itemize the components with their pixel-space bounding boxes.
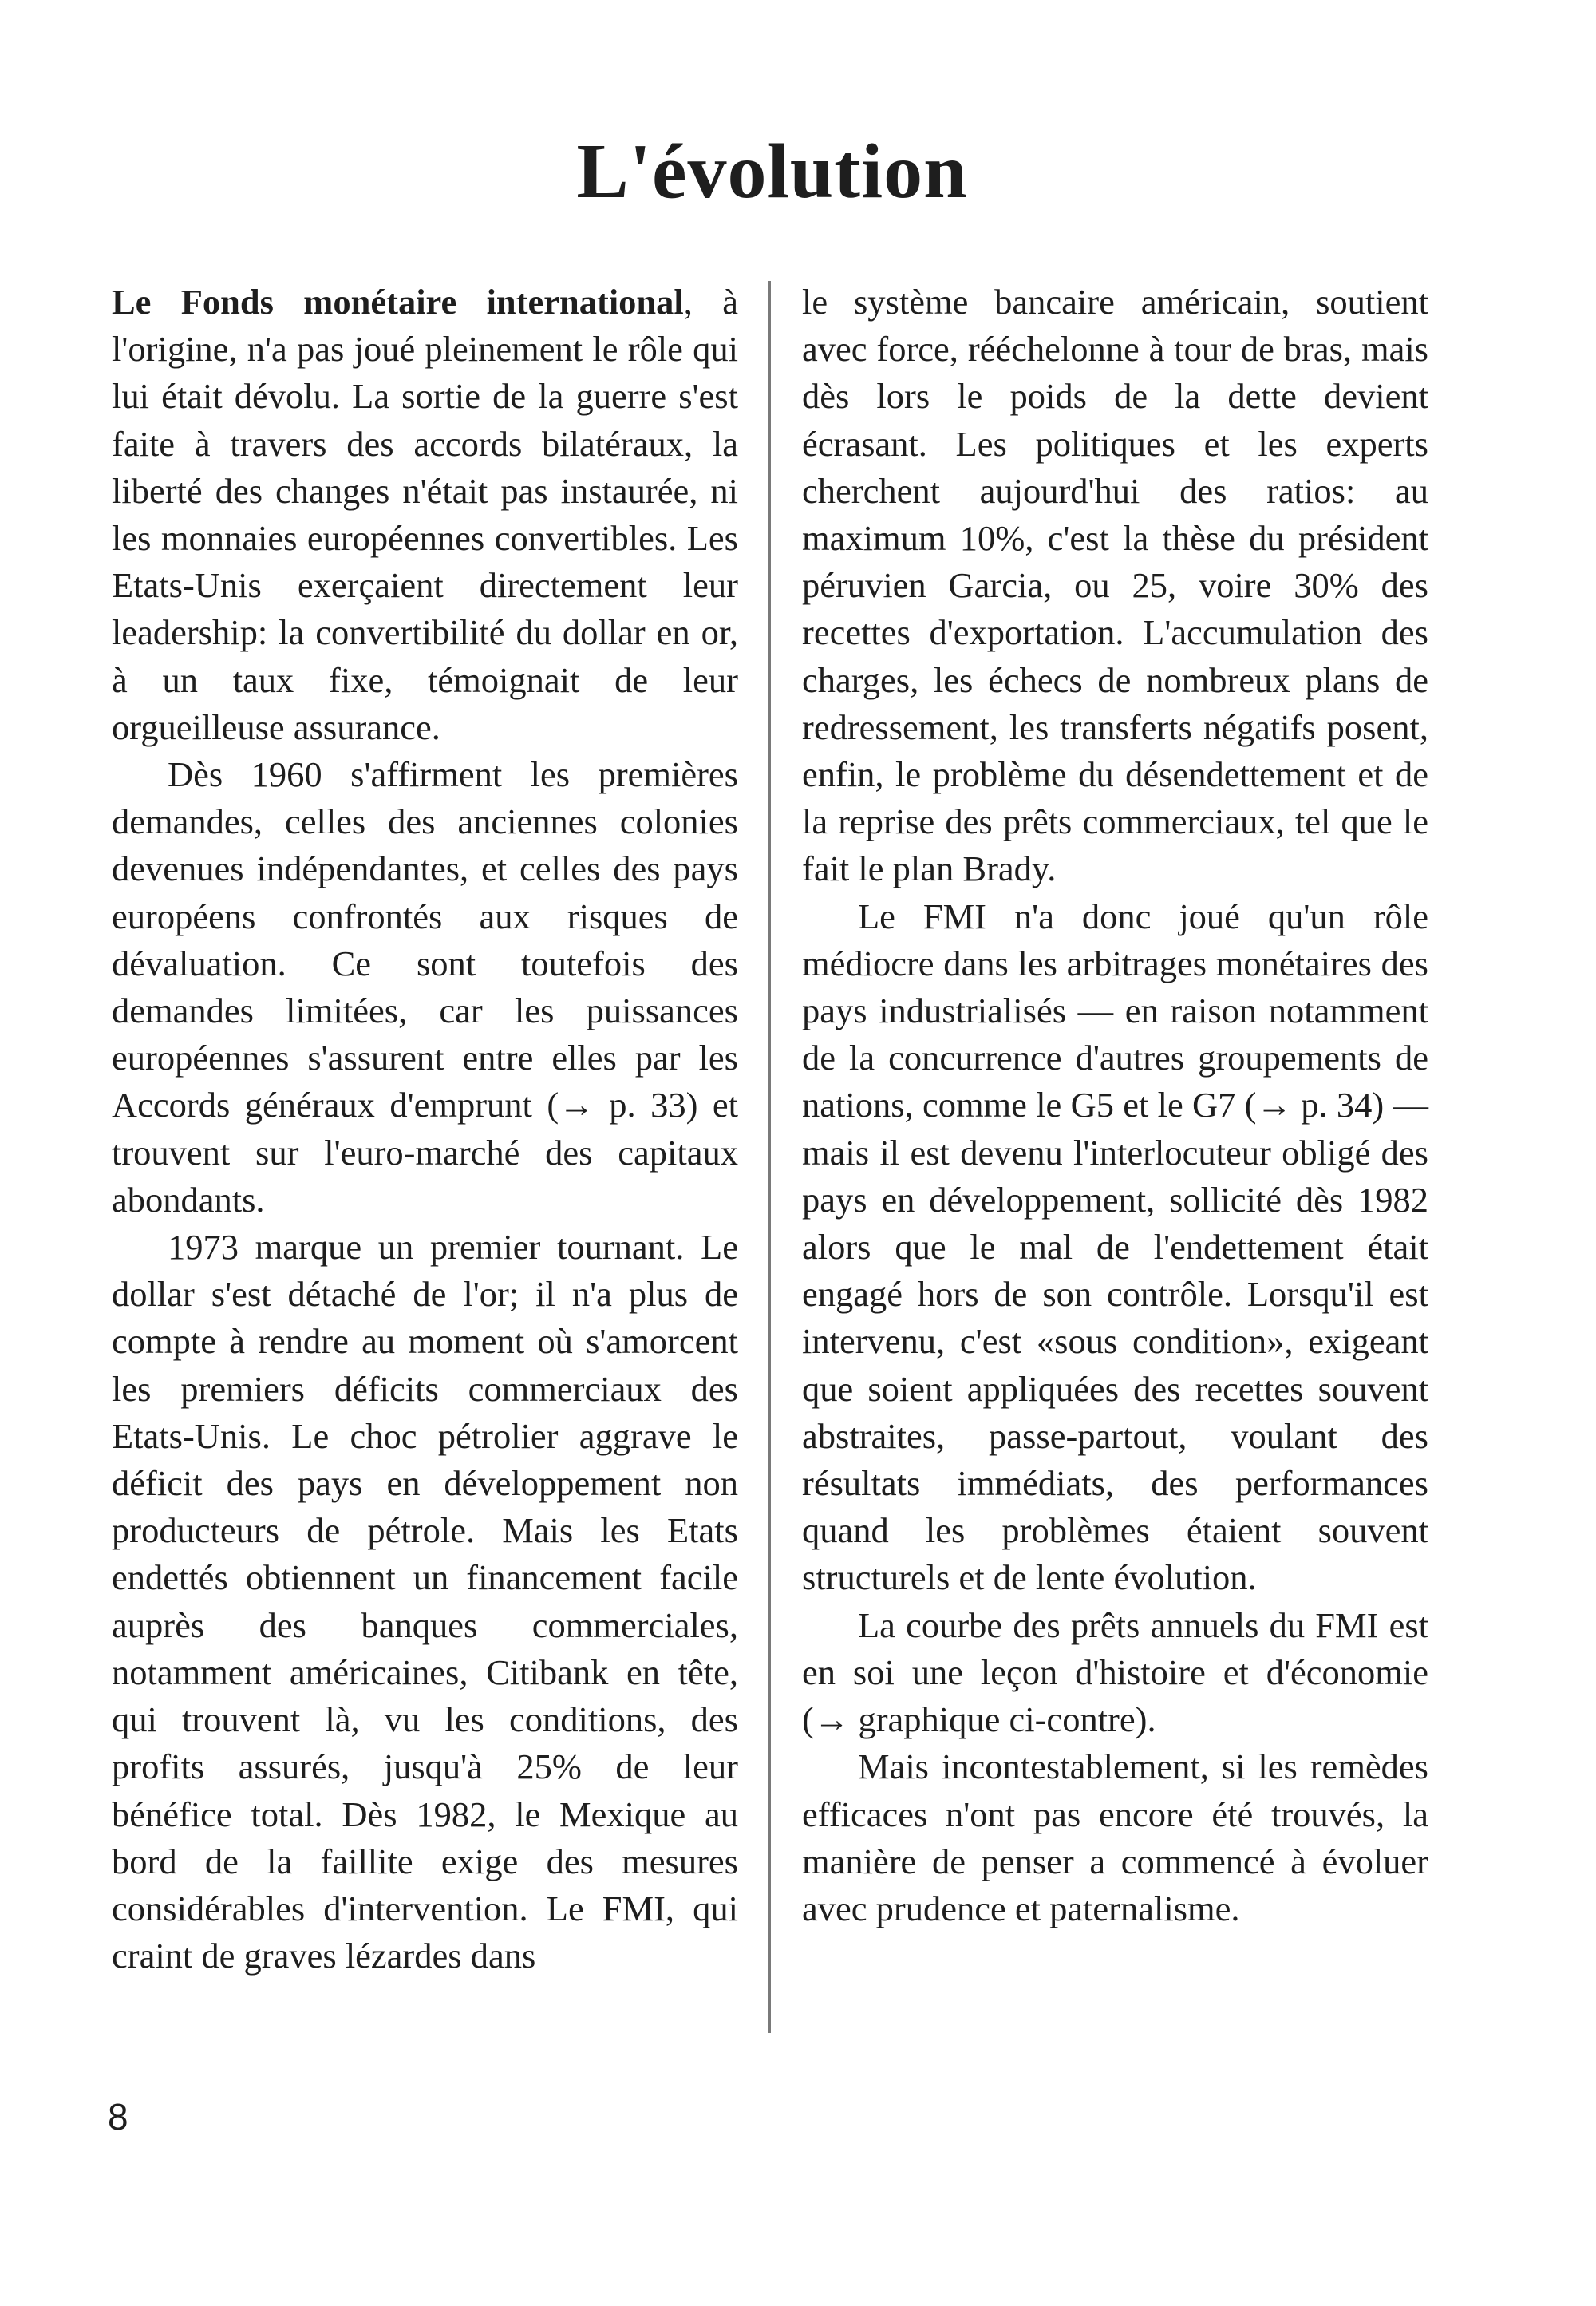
column-divider — [768, 281, 771, 2033]
right-column — [802, 279, 1428, 1932]
right-paragraph-1: le système bancaire américain, soutient avec force, rééchelonne à tour de bras, mais dès lors le poids de la dette devient écrasant. Les politiques et les experts cherchent aujourd'hui des ratios: au maximum 10%, c'est la thèse du président péruvien Garcia, ou 25, voire 30% des recettes d'exportation. L'accumulation des charges, les échecs de nombreux plans de redressement, les transferts négatifs posent, enfin, le problème du désendettement et de la reprise des prêts commerciaux, tel que le fait le plan Brady. — [802, 282, 1428, 889]
left-paragraph-1-text: , à l'origine, n'a pas joué pleinement le rôle qui lui était dévolu. La sortie de la guerre s'est faite à travers des accords bilatéraux, la liberté des changes n'était pas instaurée, ni les monnaies européennes convertibles. Les Etats-Unis exerçaient directement leur leadership: la convertibilité du dollar en or, à un taux fixe, témoignait de leur orgueilleuse assurance. — [112, 282, 738, 747]
left-column — [112, 279, 738, 1980]
left-paragraph-1 — [112, 279, 738, 751]
left-paragraph-2: Dès 1960 s'affirment les premières demandes, celles des anciennes colonies devenues indépendantes, et celles des pays européens confrontés aux risques de dévaluation. Ce sont toutefois des demandes limitées, car les puissances européennes s'assurent entre elles par les Accords généraux d'emprunt (→ p. 33) et trouvent sur l'euro-marché des capitaux abondants. — [112, 754, 738, 1220]
page-title: L'évolution — [576, 129, 968, 215]
right-paragraph-2: Le FMI n'a donc joué qu'un rôle médiocre dans les arbitrages monétaires des pays industrialisés — en raison notamment de la concurrence d'autres groupements de nations, comme le G5 et le G7 (→ p. 34) — mais il est devenu l'interlocuteur obligé des pays en développement, sollicité dès 1982 alors que le mal de l'endettement était engagé hors de son contrôle. Lorsqu'il est intervenu, c'est «sous condition», exigeant que soient appliquées des recettes souvent abstraites, passe-partout, voulant des résultats immédiats, des performances quand les problèmes étaient souvent structurels et de lente évolution. — [802, 896, 1428, 1598]
right-paragraph-3: La courbe des prêts annuels du FMI est en soi une leçon d'histoire et d'économie (→ graphique ci-contre). — [802, 1604, 1428, 1740]
lead-bold-phrase: Le Fonds monétaire international — [112, 282, 684, 322]
right-paragraph-4: Mais incontestablement, si les remèdes efficaces n'ont pas encore été trouvés, la manière de penser a commencé à évoluer avec prudence et paternalisme. — [802, 1746, 1428, 1928]
page-number: 8 — [108, 2096, 128, 2138]
left-paragraph-3: 1973 marque un premier tournant. Le dollar s'est détaché de l'or; il n'a plus de compte à rendre au moment où s'amorcent les premiers déficits commerciaux des Etats-Unis. Le choc pétrolier aggrave le déficit des pays en développement non producteurs de pétrole. Mais les Etats endettés obtiennent un financement facile auprès des banques commerciales, notamment américaines, Citibank en tête, qui trouvent là, vu les conditions, des profits assurés, jusqu'à 25% de leur bénéfice total. Dès 1982, le Mexique au bord de la faillite exige des mesures considérables d'intervention. Le FMI, qui craint de graves lézardes dans — [112, 1227, 738, 1976]
